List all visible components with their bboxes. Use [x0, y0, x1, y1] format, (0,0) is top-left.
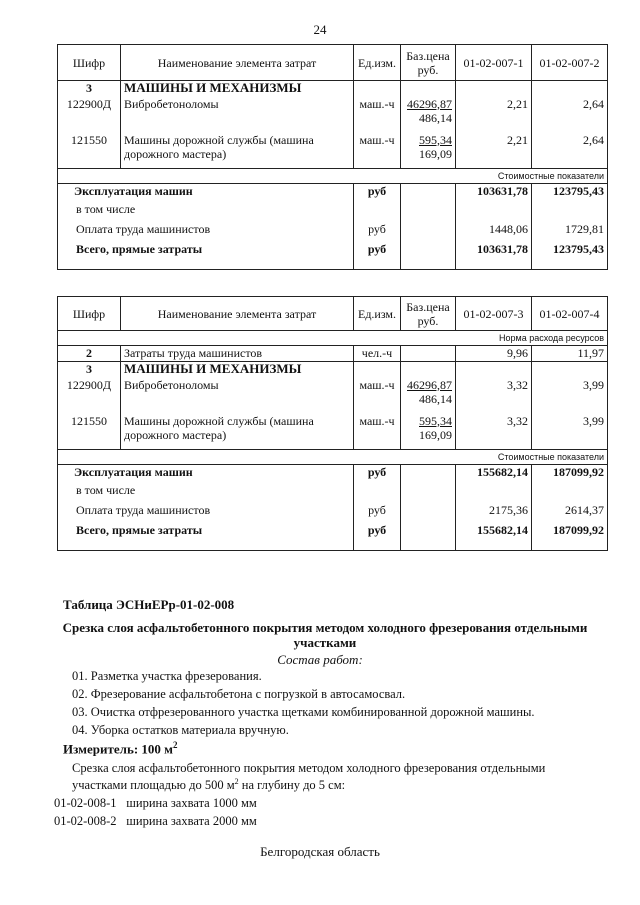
col-header-variant-2: 01-02-007-2: [532, 45, 608, 81]
section-title: МАШИНЫ И МЕХАНИЗМЫ: [121, 362, 354, 378]
table-row: Всего, прямые затраты руб 155682,14 187099,92: [58, 523, 608, 551]
col-header-price: Баз.цена руб.: [401, 297, 456, 331]
list-item: 03. Очистка отфрезерованного участка щетками комбинированной дорожной машины.: [72, 705, 535, 719]
list-item: 04. Уборка остатков материала вручную.: [72, 723, 289, 737]
table-row: Оплата труда машинистов руб 2175,36 2614,37: [58, 503, 608, 523]
resource-table-1: Шифр Наименование элемента затрат Ед.изм. Баз.цена руб. 01-02-007-1 01-02-007-2 3 МАШИНЫ И МЕХАНИЗМЫ 122900Д Вибробетоноломы маш.-ч 46296,87 486,14 2,21 2,64 121550 Машины дорожной службы (машина дорожного мастера) маш.-ч 595,34 169,09 2,21 2,64 Стоимостные показатели Эксплуатация машин руб 103631,78 123795,43 в том числе Оплата труда машинистов руб 1448,06 1729,81 Всего, прямые затраты руб 103631,78 123795,43: [57, 44, 608, 270]
col-header-unit: Ед.изм.: [354, 297, 401, 331]
resource-table-2: Шифр Наименование элемента затрат Ед.изм. Баз.цена руб. 01-02-007-3 01-02-007-4 Норма расхода ресурсов 2 Затраты труда машинистов чел.-ч 9,96 11,97 3 МАШИНЫ И МЕХАНИЗМЫ 122900Д Вибробетоноломы маш.-ч 46296,87 486,14 3,32 3,99 121550 Машины дорожной службы (машина дорожного мастера) маш.-ч 595,34 169,09 3,32 3,99 Стоимостные показатели Эксплуатация машин руб 155682,14 187099,92 в том числе Оплата труда машинистов руб 2175,36 2614,37 Всего, прямые затраты руб 155682,14 187099,92: [57, 296, 608, 551]
resource-norm-label: Норма расхода ресурсов: [58, 331, 608, 346]
list-item: 01. Разметка участка фрезерования.: [72, 669, 262, 683]
page-number: 24: [313, 22, 327, 37]
col-header-variant-4: 01-02-007-4: [532, 297, 608, 331]
list-item: 02. Фрезерование асфальтобетона с погрузкой в автосамосвал.: [72, 687, 406, 701]
table-row: 121550 Машины дорожной службы (машина дорожного мастера) маш.-ч 595,34 169,09 2,21 2,64: [58, 133, 608, 169]
measurement-unit: Измеритель: 100 $м^2$: [63, 740, 178, 757]
table-row: Эксплуатация машин руб 155682,14 187099,92: [58, 465, 608, 483]
col-header-code: Шифр: [58, 297, 121, 331]
section-heading: Срезка слоя асфальтобетонного покрытия методом холодного фрезерования отдельными участками: [62, 620, 588, 650]
table-row: 122900Д Вибробетоноломы маш.-ч 46296,87 486,14 2,21 2,64: [58, 97, 608, 133]
col-header-price: Баз.цена руб.: [401, 45, 456, 81]
cost-indicators-label: Стоимостные показатели: [58, 450, 608, 465]
cost-indicators-label: Стоимостные показатели: [58, 169, 608, 184]
col-header-name: Наименование элемента затрат: [121, 297, 354, 331]
table-row: 2 Затраты труда машинистов чел.-ч 9,96 11,97: [58, 346, 608, 362]
work-composition-title: Состав работ:: [277, 652, 363, 667]
col-header-code: Шифр: [58, 45, 121, 81]
col-header-name: Наименование элемента затрат: [121, 45, 354, 81]
table-row: Эксплуатация машин руб 103631,78 123795,43: [58, 184, 608, 202]
col-header-unit: Ед.изм.: [354, 45, 401, 81]
table-row: Всего, прямые затраты руб 103631,78 123795,43: [58, 242, 608, 270]
table-row: 122900Д Вибробетоноломы маш.-ч 46296,87 486,14 3,32 3,99: [58, 378, 608, 414]
section-code: 3: [58, 362, 121, 378]
col-header-variant-3: 01-02-007-3: [456, 297, 532, 331]
section-title: МАШИНЫ И МЕХАНИЗМЫ: [121, 81, 354, 97]
table-row: 121550 Машины дорожной службы (машина дорожного мастера) маш.-ч 595,34 169,09 3,32 3,99: [58, 414, 608, 450]
table-row: Оплата труда машинистов руб 1448,06 1729,81: [58, 222, 608, 242]
variant-row: 01-02-008-1 ширина захвата 1000 мм: [54, 796, 257, 810]
region-footer: Белгородская область: [260, 844, 380, 859]
variant-row: 01-02-008-2 ширина захвата 2000 мм: [54, 814, 257, 828]
col-header-variant-1: 01-02-007-1: [456, 45, 532, 81]
table-title: Таблица ЭСНиЕРр-01-02-008: [63, 597, 235, 612]
description: Срезка слоя асфальтобетонного покрытия методом холодного фрезерования отдельными участками площадью до 500 $м^2$ на глубину до 5 см:: [72, 761, 546, 793]
section-code: 3: [58, 81, 121, 97]
